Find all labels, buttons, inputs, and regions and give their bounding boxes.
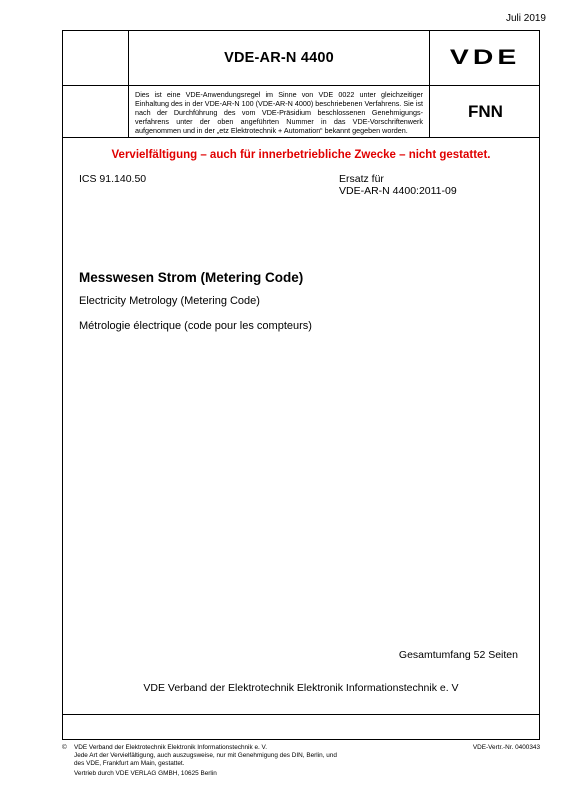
replacement-info <box>339 173 457 197</box>
application-rule-description: Dies ist eine VDE-Anwendungsregel im Sinne von VDE 0022 unter gleichzeitiger Einhaltung des in der VDE-AR-N 100 (VDE-AR-N 4000) beschriebenen Verfahrens. Sie ist nach der Durchführung des vom VDE-Präsidium beschlossenen Genehmigungs-verfahrens unter der oben angeführten Nummer in das VDE-Vorschriftenwerk aufgenommen und in der „etz Elektrotechnik + Automation“ bekannt gegeben worden. <box>135 90 423 136</box>
vde-logo-cell <box>429 31 541 85</box>
document-number: VDE-AR-N 4400 <box>224 50 334 66</box>
replacement-value: VDE-AR-N 4400:2011-09 <box>339 185 457 197</box>
publication-date: Juli 2019 <box>505 13 546 24</box>
bottom-divider <box>63 714 539 715</box>
replacement-label: Ersatz für <box>339 173 384 185</box>
title-english: Electricity Metrology (Metering Code) <box>79 295 260 307</box>
header-description-row <box>63 86 539 138</box>
document-frame <box>62 30 540 740</box>
order-number: VDE-Vertr.-Nr. 0400343 <box>472 744 540 751</box>
vde-logo: VDE <box>450 46 521 69</box>
title-german: Messwesen Strom (Metering Code) <box>79 270 304 285</box>
copyright-symbol: © <box>62 744 67 751</box>
ics-code: ICS 91.140.50 <box>79 173 147 185</box>
header-left-cell <box>63 31 129 85</box>
footer-line-2: Jede Art der Vervielfältigung, auch auszugsweise, nur mit Genehmigung des DIN, Berlin, und <box>74 751 337 759</box>
total-pages: Gesamtumfang 52 Seiten <box>398 649 518 661</box>
footer-line-4: Vertrieb durch VDE VERLAG GMBH, 10625 Berlin <box>74 770 217 778</box>
footer-line-1: VDE Verband der Elektrotechnik Elektronik Informationstechnik e. V. <box>74 744 268 751</box>
header-left-cell-2 <box>63 86 129 137</box>
footer-line-3: des VDE, Frankfurt am Main, gestattet. <box>74 759 185 767</box>
title-french: Métrologie électrique (code pour les compteurs) <box>79 320 312 332</box>
publisher-name: VDE Verband der Elektrotechnik Elektronik Informationstechnik e. V <box>143 682 459 694</box>
reproduction-warning: Vervielfältigung – auch für innerbetriebliche Zwecke – nicht gestattet. <box>111 149 491 161</box>
fnn-label: FNN <box>429 86 541 137</box>
header-row <box>63 31 539 86</box>
